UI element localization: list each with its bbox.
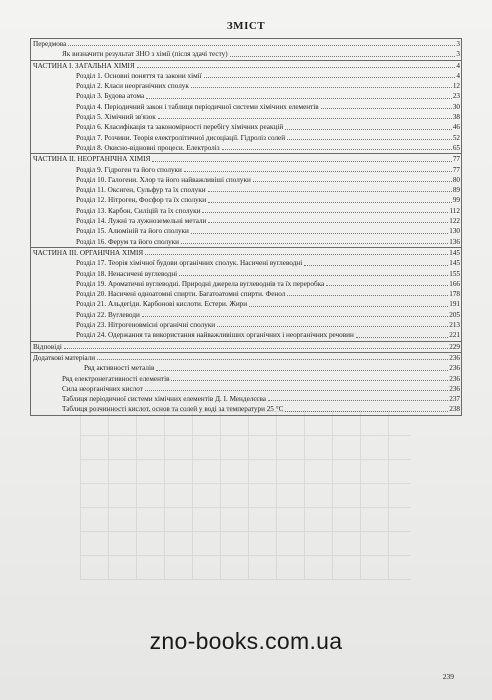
toc-entry-page: 205 xyxy=(449,310,460,319)
toc-entry-page: 38 xyxy=(452,113,460,122)
dot-leader xyxy=(137,67,456,68)
toc-entry-page: 65 xyxy=(452,143,460,152)
toc-entry xyxy=(31,112,461,122)
toc-entry xyxy=(31,374,461,384)
toc-entry xyxy=(31,342,461,352)
toc-entry-title: Розділ 3. Будова атома xyxy=(76,92,145,101)
toc-entry-page: 145 xyxy=(449,259,460,268)
dot-leader xyxy=(208,222,448,223)
toc-entry-title: Розділ 12. Нітроген, Фосфор та їх сполуки xyxy=(76,196,207,205)
toc-entry-title: Розділ 9. Гідроген та його сполуки xyxy=(76,165,182,174)
toc-entry xyxy=(31,330,461,340)
toc-section xyxy=(31,61,461,155)
dot-leader xyxy=(304,265,448,266)
toc-entry xyxy=(31,363,461,373)
toc-entry xyxy=(31,206,461,216)
dot-leader xyxy=(285,129,452,130)
dot-leader xyxy=(171,380,448,381)
toc-entry-page: 23 xyxy=(452,92,460,101)
dot-leader xyxy=(158,118,452,119)
toc-entry xyxy=(31,143,461,153)
toc-entry-page: 221 xyxy=(449,331,460,340)
toc-entry-page: 3 xyxy=(456,40,460,48)
dot-leader xyxy=(68,45,455,46)
toc-section xyxy=(31,154,461,248)
toc-entry-page: 122 xyxy=(449,217,460,226)
toc-entry-title: Відповіді xyxy=(33,342,62,351)
dot-leader xyxy=(321,108,452,109)
toc-entry-title: Розділ 24. Одержання та використання найважливіших органічних і неорганічних речовин xyxy=(76,331,354,340)
toc-entry-page: 80 xyxy=(452,175,460,184)
toc-entry-title: Розділ 18. Ненасичені вуглеводні xyxy=(76,269,178,278)
toc-entry-title: Розділ 21. Альдегіди. Карбонові кислоти. Естери. Жири xyxy=(76,300,248,309)
toc-entry-page: 238 xyxy=(449,405,460,414)
toc-entry-title: ЧАСТИНА ІІІ. ОРГАНІЧНА ХІМІЯ xyxy=(33,248,144,257)
toc-entry-page: 52 xyxy=(452,133,460,142)
dot-leader xyxy=(287,295,448,296)
toc-entry-page: 236 xyxy=(449,384,460,393)
toc-entry xyxy=(31,310,461,320)
toc-entry xyxy=(31,175,461,185)
dot-leader xyxy=(285,411,448,412)
dot-leader xyxy=(208,202,452,203)
toc-entry xyxy=(31,226,461,236)
toc-entry-page: 99 xyxy=(452,196,460,205)
toc-entry-title: Розділ 23. Нітрогеновмісні органічні сполуки xyxy=(76,321,216,330)
toc-entry xyxy=(31,289,461,299)
toc-entry xyxy=(31,216,461,226)
toc-entry-page: 166 xyxy=(449,279,460,288)
toc-entry xyxy=(31,195,461,205)
toc-entry xyxy=(31,394,461,404)
toc-entry xyxy=(31,384,461,394)
toc-entry xyxy=(31,133,461,143)
toc-entry xyxy=(31,81,461,91)
toc-entry-title: ЧАСТИНА І. ЗАГАЛЬНА ХІМІЯ xyxy=(33,61,135,70)
toc-section xyxy=(31,248,461,342)
toc-entry-title: Розділ 4. Періодичний закон і таблиця періодичної системи хімічних елементів xyxy=(76,102,319,111)
toc-entry xyxy=(31,299,461,309)
toc-entry-title: Розділ 6. Класифікація та закономірності перебігу хімічних реакцій xyxy=(76,123,284,132)
dot-leader xyxy=(152,161,451,162)
toc-entry-title: Розділ 16. Ферум та його сполуки xyxy=(76,237,180,246)
toc-entry-title: Розділ 2. Класи неорганічних сполук xyxy=(76,82,189,91)
toc-entry-title: Розділ 13. Карбон, Силіцій та їх сполуки xyxy=(76,206,201,215)
dot-leader xyxy=(253,181,452,182)
dot-leader xyxy=(179,275,448,276)
toc-entry xyxy=(31,61,461,71)
toc-entry-page: 236 xyxy=(449,374,460,383)
dot-leader xyxy=(356,337,448,338)
toc-entry-page: 112 xyxy=(449,206,460,215)
dot-leader xyxy=(64,348,448,349)
toc-entry-title: Розділ 8. Окисно-відновні процеси. Електроліз xyxy=(76,143,220,152)
toc-entry-title: Ряд активності металів xyxy=(84,364,155,373)
toc-entry xyxy=(31,49,461,59)
toc-entry xyxy=(31,39,461,49)
toc-entry xyxy=(31,353,461,363)
toc-entry-page: 30 xyxy=(452,102,460,111)
toc-entry xyxy=(31,258,461,268)
toc-entry-page: 3 xyxy=(456,50,460,59)
toc-section xyxy=(31,342,461,353)
toc-entry-title: Сила неорганічних кислот xyxy=(62,384,143,393)
toc-section xyxy=(31,353,461,415)
dot-leader xyxy=(156,370,448,371)
dot-leader xyxy=(146,98,452,99)
toc-entry-title: Розділ 15. Алюміній та його сполуки xyxy=(76,227,189,236)
dot-leader xyxy=(222,149,452,150)
toc-entry xyxy=(31,165,461,175)
dot-leader xyxy=(208,191,452,192)
toc-entry-title: Як визначити результат ЗНО з хімії (після здачі тесту) xyxy=(62,50,228,59)
dot-leader xyxy=(326,285,448,286)
toc-entry-title: ЧАСТИНА ІІ. НЕОРГАНІЧНА ХІМІЯ xyxy=(33,155,151,164)
dot-leader xyxy=(202,212,448,213)
toc-entry xyxy=(31,404,461,414)
dot-leader xyxy=(97,359,448,360)
toc-entry-page: 130 xyxy=(449,227,460,236)
toc-entry-page: 12 xyxy=(452,82,460,91)
toc-entry-title: Ряд електронегативності елементів xyxy=(62,374,170,383)
toc-entry-page: 155 xyxy=(449,269,460,278)
page-number: 239 xyxy=(442,672,454,681)
dot-leader xyxy=(204,77,456,78)
toc-entry-page: 46 xyxy=(452,123,460,132)
table-of-contents xyxy=(30,38,462,416)
toc-entry-page: 237 xyxy=(449,395,460,404)
dot-leader xyxy=(230,56,456,57)
toc-entry-page: 136 xyxy=(449,237,460,246)
dot-leader xyxy=(217,326,448,327)
toc-entry xyxy=(31,102,461,112)
toc-entry-page: 145 xyxy=(449,248,460,257)
toc-entry-title: Передмова xyxy=(33,40,67,48)
toc-entry-title: Розділ 20. Насичені одноатомні спирти. Багатоатомні спирти. Фенол xyxy=(76,290,286,299)
toc-entry xyxy=(31,71,461,81)
toc-entry xyxy=(31,91,461,101)
toc-entry-page: 213 xyxy=(449,321,460,330)
toc-entry-title: Розділ 5. Хімічний зв'язок xyxy=(76,113,156,122)
toc-entry xyxy=(31,269,461,279)
toc-entry-page: 4 xyxy=(456,61,460,70)
page-title: ЗМІСТ xyxy=(226,20,266,32)
toc-entry-page: 236 xyxy=(449,364,460,373)
toc-entry-title: Додаткові матеріали xyxy=(33,353,96,362)
toc-entry xyxy=(31,122,461,132)
dot-leader xyxy=(184,171,452,172)
toc-entry-title: Розділ 7. Розчини. Теорія електролітичної дисоціації. Гідроліз солей xyxy=(76,133,286,142)
dot-leader xyxy=(191,233,448,234)
dot-leader xyxy=(145,254,448,255)
toc-entry-title: Розділ 10. Галогени. Хлор та його найважливіші сполуки xyxy=(76,175,251,184)
toc-entry-title: Таблиця періодичної системи хімічних елементів Д. І. Менделєєва xyxy=(62,395,267,404)
toc-entry-page: 4 xyxy=(456,71,460,80)
toc-entry-title: Розділ 22. Вуглеводи xyxy=(76,310,140,319)
bleed-through-table xyxy=(80,410,410,580)
dot-leader xyxy=(268,400,448,401)
toc-entry-title: Розділ 1. Основні поняття та закони хімії xyxy=(76,71,202,80)
toc-section xyxy=(31,39,461,61)
dot-leader xyxy=(181,243,448,244)
toc-entry-title: Розділ 19. Ароматичні вуглеводні. Природні джерела вуглеводнів та їх переробка xyxy=(76,279,325,288)
toc-entry xyxy=(31,154,461,164)
toc-entry-page: 229 xyxy=(449,342,460,351)
toc-entry xyxy=(31,185,461,195)
toc-entry-page: 77 xyxy=(452,155,460,164)
toc-entry xyxy=(31,279,461,289)
toc-entry-title: Розділ 17. Теорія хімічної будови органічних сполук. Насичені вуглеводні xyxy=(76,259,303,268)
toc-entry xyxy=(31,320,461,330)
toc-entry xyxy=(31,237,461,247)
toc-entry-title: Розділ 14. Лужні та лужноземельні метали xyxy=(76,217,207,226)
toc-entry-page: 178 xyxy=(449,290,460,299)
toc-entry-page: 236 xyxy=(449,353,460,362)
toc-entry-title: Розділ 11. Оксиген, Сульфур та їх сполуки xyxy=(76,186,206,195)
dot-leader xyxy=(249,306,448,307)
toc-entry-page: 191 xyxy=(449,300,460,309)
dot-leader xyxy=(145,390,448,391)
dot-leader xyxy=(287,139,452,140)
dot-leader xyxy=(142,316,448,317)
dot-leader xyxy=(191,87,452,88)
toc-entry-page: 77 xyxy=(452,165,460,174)
toc-entry-page: 89 xyxy=(452,186,460,195)
toc-entry-title: Таблиця розчинності кислот, основ та солей у воді за температури 25 °С xyxy=(62,405,284,414)
toc-entry xyxy=(31,248,461,258)
watermark: zno-books.com.ua xyxy=(149,628,343,654)
